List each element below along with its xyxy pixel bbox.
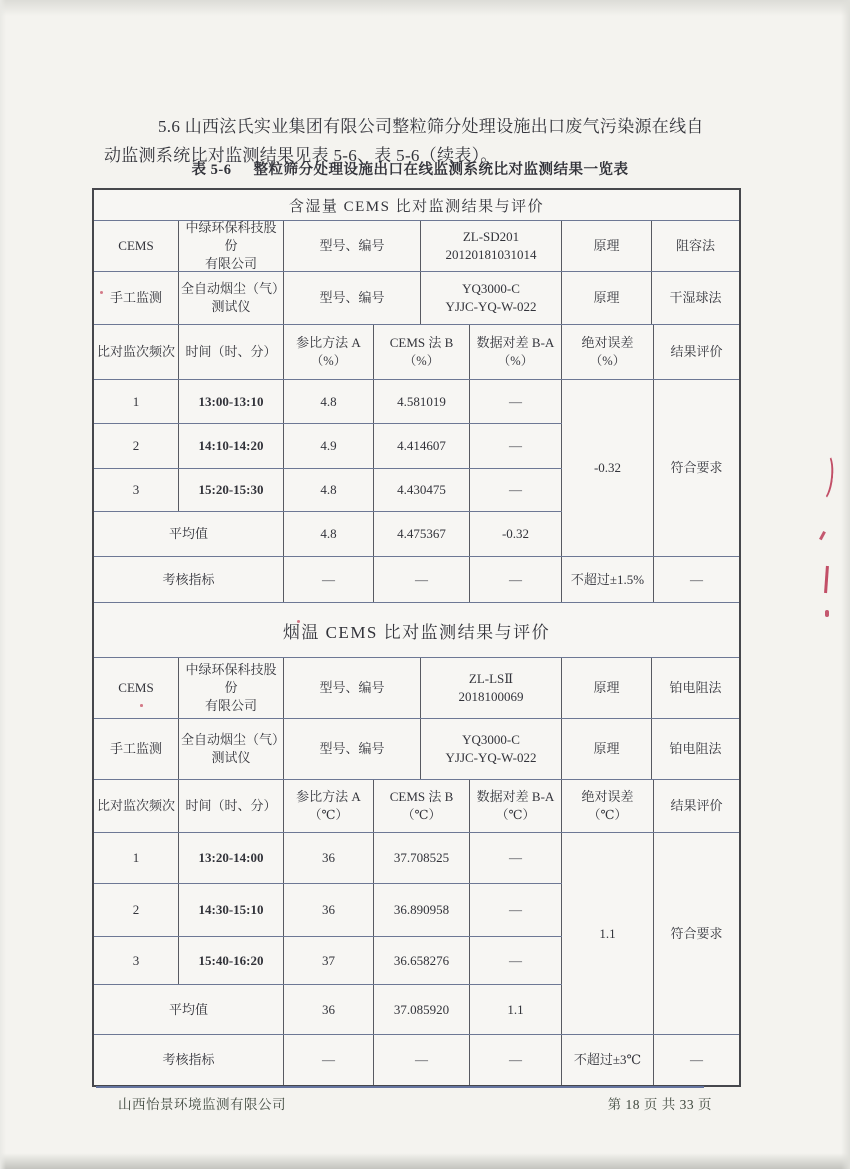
section1-measurement-rows <box>94 380 562 556</box>
principle-value: 干湿球法 <box>669 290 722 305</box>
col-header-time: 时间（时、分） <box>179 780 284 832</box>
section2-title: 烟温 CEMS 比对监测结果与评价 <box>94 602 739 657</box>
row-cems-value: 36.658276 <box>374 937 470 984</box>
section1-column-header-row <box>94 324 739 379</box>
col-header-frequency: 比对监次频次 <box>94 780 179 832</box>
model-serial-cell: ZL-LSⅡ 2018100069 <box>421 658 562 718</box>
system-label: CEMS <box>94 658 179 718</box>
section1-title: 含湿量 CEMS 比对监测结果与评价 <box>288 198 545 215</box>
principle-value: 阻容法 <box>675 238 715 253</box>
system-label: CEMS <box>94 221 179 271</box>
section1-manual-equipment-row <box>94 271 739 324</box>
assessment-limit: 不超过±1.5% <box>562 557 654 602</box>
merged-abs-error-cell: 1.1 <box>562 833 654 1034</box>
average-row <box>94 511 562 556</box>
assessment-label: 考核指标 <box>94 1035 284 1085</box>
red-pen-mark <box>825 610 829 617</box>
row-cems-value: 4.414607 <box>374 424 470 468</box>
col-header-ref-method: 参比方法 A （℃） <box>284 780 374 832</box>
table-caption <box>104 158 716 179</box>
red-pen-mark <box>814 452 836 502</box>
row-cems-value: 36.890958 <box>374 884 470 936</box>
row-ref-value: 4.8 <box>284 380 374 423</box>
row-ref-value: 36 <box>284 833 374 883</box>
maker-cell: 全自动烟尘（气） 测试仪 <box>179 719 284 779</box>
principle-label: 原理 <box>562 719 652 779</box>
section2-measurement-block <box>94 832 739 1034</box>
table-row <box>94 468 562 511</box>
row-time: 13:00-13:10 <box>179 380 284 423</box>
row-time: 14:10-14:20 <box>179 424 284 468</box>
assessment-limit: 不超过±3℃ <box>562 1035 654 1085</box>
merged-abs-error-cell: -0.32 <box>562 380 654 556</box>
scan-edge-right <box>841 0 850 1169</box>
row-cems-value: 37.708525 <box>374 833 470 883</box>
col-header-frequency: 比对监次频次 <box>94 325 179 379</box>
model-serial-cell: YQ3000-C YJJC-YQ-W-022 <box>421 272 562 324</box>
col-header-result: 结果评价 <box>670 798 723 813</box>
model-serial-cell: YQ3000-C YJJC-YQ-W-022 <box>421 719 562 779</box>
merged-result-cell: 符合要求 <box>670 460 723 475</box>
principle-label: 原理 <box>562 658 652 718</box>
model-label: 型号、编号 <box>284 221 421 271</box>
scan-edge-bottom <box>0 1153 850 1169</box>
row-diff-value: — <box>470 424 562 468</box>
table-row <box>94 423 562 468</box>
footer-page-number: 第 18 页 共 33 页 <box>607 1097 712 1112</box>
row-ref-value: 36 <box>284 884 374 936</box>
table-row <box>94 936 562 984</box>
row-number: 2 <box>94 884 179 936</box>
row-time: 14:30-15:10 <box>179 884 284 936</box>
row-ref-value: 4.9 <box>284 424 374 468</box>
average-row <box>94 984 562 1034</box>
system-label: 手工监测 <box>94 272 179 324</box>
red-speck <box>100 291 103 294</box>
section2-assessment-row <box>94 1034 739 1085</box>
row-number: 3 <box>94 469 179 511</box>
intro-paragraph: 5.6 山西泫氏实业集团有限公司整粒筛分处理设施出口废气污染源在线自动监测系统比对监测结果见表 5-6、表 5-6（续表）。 <box>104 117 704 165</box>
section2-manual-equipment-row <box>94 718 739 779</box>
assessment-result: — <box>690 1052 703 1067</box>
col-header-cems-method: CEMS 法 B （℃） <box>374 780 470 832</box>
section2-column-header-row <box>94 779 739 832</box>
row-diff-value: — <box>470 937 562 984</box>
row-diff-value: — <box>470 380 562 423</box>
scan-edge-left <box>0 0 6 1169</box>
section2-measurement-rows <box>94 833 562 1034</box>
model-label: 型号、编号 <box>284 658 421 718</box>
section2-cems-equipment-row <box>94 657 739 718</box>
assessment-cems: — <box>374 1035 470 1085</box>
red-pen-mark <box>819 531 825 540</box>
row-time: 15:20-15:30 <box>179 469 284 511</box>
col-header-result: 结果评价 <box>670 344 723 359</box>
comparison-results-table <box>92 188 741 1087</box>
red-speck <box>297 620 300 623</box>
principle-value: 铂电阻法 <box>669 680 722 695</box>
assessment-diff: — <box>470 557 562 602</box>
model-label: 型号、编号 <box>284 719 421 779</box>
col-header-abs-error: 绝对误差 （%） <box>562 325 654 379</box>
row-time: 15:40-16:20 <box>179 937 284 984</box>
table-row <box>94 883 562 936</box>
row-cems-value: 4.430475 <box>374 469 470 511</box>
principle-value: 铂电阻法 <box>669 741 722 756</box>
col-header-abs-error: 绝对误差 （℃） <box>562 780 654 832</box>
assessment-label: 考核指标 <box>94 557 284 602</box>
row-diff-value: — <box>470 884 562 936</box>
principle-label: 原理 <box>562 272 652 324</box>
model-label: 型号、编号 <box>284 272 421 324</box>
merged-result-cell: 符合要求 <box>670 925 723 941</box>
col-header-diff: 数据对差 B-A （%） <box>470 325 562 379</box>
row-ref-value: 37 <box>284 937 374 984</box>
footer-divider <box>96 1086 704 1088</box>
average-label: 平均值 <box>94 985 284 1034</box>
maker-cell: 全自动烟尘（气） 测试仪 <box>179 272 284 324</box>
section1-cems-equipment-row <box>94 220 739 271</box>
row-time: 13:20-14:00 <box>179 833 284 883</box>
table-caption-label: 表 5-6 <box>191 162 232 178</box>
principle-label: 原理 <box>562 221 652 271</box>
row-number: 1 <box>94 380 179 423</box>
row-diff-value: — <box>470 469 562 511</box>
row-number: 1 <box>94 833 179 883</box>
page-footer <box>118 1093 712 1113</box>
col-header-ref-method: 参比方法 A （%） <box>284 325 374 379</box>
row-number: 3 <box>94 937 179 984</box>
maker-cell: 中绿环保科技股份 有限公司 <box>179 221 284 271</box>
assessment-result: — <box>690 571 703 587</box>
average-cems-value: 4.475367 <box>374 512 470 556</box>
row-diff-value: — <box>470 833 562 883</box>
average-ref-value: 36 <box>284 985 374 1034</box>
assessment-ref: — <box>284 557 374 602</box>
maker-cell: 中绿环保科技股份 有限公司 <box>179 658 284 718</box>
model-serial-cell: ZL-SD201 20120181031014 <box>421 221 562 271</box>
table-row <box>94 833 562 883</box>
row-ref-value: 4.8 <box>284 469 374 511</box>
system-label: 手工监测 <box>94 719 179 779</box>
red-speck <box>140 704 143 707</box>
row-cems-value: 4.581019 <box>374 380 470 423</box>
red-pen-mark <box>824 566 829 593</box>
assessment-cems: — <box>374 557 470 602</box>
average-label: 平均值 <box>94 512 284 556</box>
table-row <box>94 380 562 423</box>
col-header-time: 时间（时、分） <box>179 325 284 379</box>
average-diff-value: 1.1 <box>470 985 562 1034</box>
section1-measurement-block <box>94 379 739 556</box>
assessment-ref: — <box>284 1035 374 1085</box>
col-header-cems-method: CEMS 法 B （%） <box>374 325 470 379</box>
col-header-diff: 数据对差 B-A （℃） <box>470 780 562 832</box>
assessment-diff: — <box>470 1035 562 1085</box>
average-cems-value: 37.085920 <box>374 985 470 1034</box>
table-caption-title: 整粒筛分处理设施出口在线监测系统比对监测结果一览表 <box>253 162 629 178</box>
average-ref-value: 4.8 <box>284 512 374 556</box>
footer-company-name: 山西怡景环境监测有限公司 <box>118 1097 286 1112</box>
section1-assessment-row <box>94 556 739 602</box>
row-number: 2 <box>94 424 179 468</box>
average-diff-value: -0.32 <box>470 512 562 556</box>
scan-edge-top <box>0 0 850 16</box>
